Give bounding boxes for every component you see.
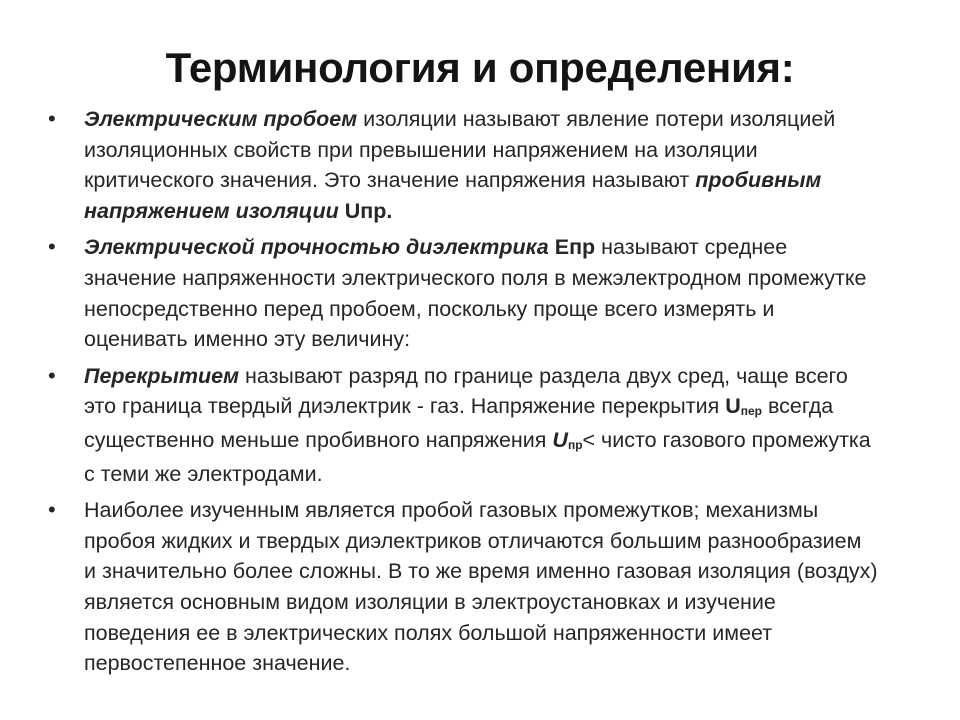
term-electric-breakdown: Электрическим пробоем bbox=[84, 107, 358, 131]
bullet-text: называют разряд по границе раздела двух сред, чаще всего это граница твердый диэлектрик - газ. Напряжение перекрытия bbox=[84, 363, 848, 419]
bullet-text: < чисто газового промежутка с теми же электродами. bbox=[84, 427, 871, 486]
bullet-item-strength bbox=[48, 232, 878, 354]
term-flashover: Перекрытием bbox=[84, 363, 240, 388]
bullet-text: Наиболее изученным является пробой газовых промежутков; механизмы пробоя жидких и твердых диэлектриков отличаются большим разнообразием и значительно более сложны. В то же время именно газовая изоляция (воздух) является основным видом изоляции в электроустановках и изучение поведения ее в электрических полях большой напряженности имеет первостепенное значение. bbox=[84, 498, 878, 676]
symbol-upr: Uпр. bbox=[338, 198, 393, 223]
bullet-dot-icon: • bbox=[48, 234, 56, 260]
bullet-text: всегда существенно меньше пробивного напряжения bbox=[84, 394, 834, 452]
bullet-item-gas-insulation bbox=[48, 495, 878, 679]
slide-title: Терминология и определения: bbox=[165, 44, 795, 91]
term-breakdown-voltage: пробивным напряжением изоляции bbox=[84, 168, 822, 223]
bullet-dot-icon: • bbox=[48, 106, 56, 131]
bullet-text: называют среднее значение напряженности электрического поля в межэлектродном промежутке непосредственно перед пробоем, поскольку проще всего измерять и оценивать именно эту величину: bbox=[84, 235, 867, 352]
symbol-u-pr: U bbox=[552, 427, 568, 452]
term-dielectric-strength: Электрической прочностью диэлектрика bbox=[84, 235, 549, 260]
bullet-dot-icon: • bbox=[48, 497, 56, 523]
subscript-per: пер bbox=[740, 404, 763, 419]
bullet-list bbox=[48, 104, 878, 679]
bullet-dot-icon: • bbox=[48, 362, 56, 388]
symbol-epr: Епр bbox=[548, 235, 596, 260]
symbol-u-per: U bbox=[725, 394, 741, 419]
bullet-item-breakdown bbox=[48, 104, 878, 226]
bullet-item-flashover bbox=[48, 361, 878, 489]
subscript-pr: пр bbox=[567, 437, 583, 452]
bullet-text: изоляции называют явление потери изоляцией изоляционных свойств при превышении напряжением на изоляции критического значения. Это значение напряжения называют bbox=[84, 107, 836, 193]
